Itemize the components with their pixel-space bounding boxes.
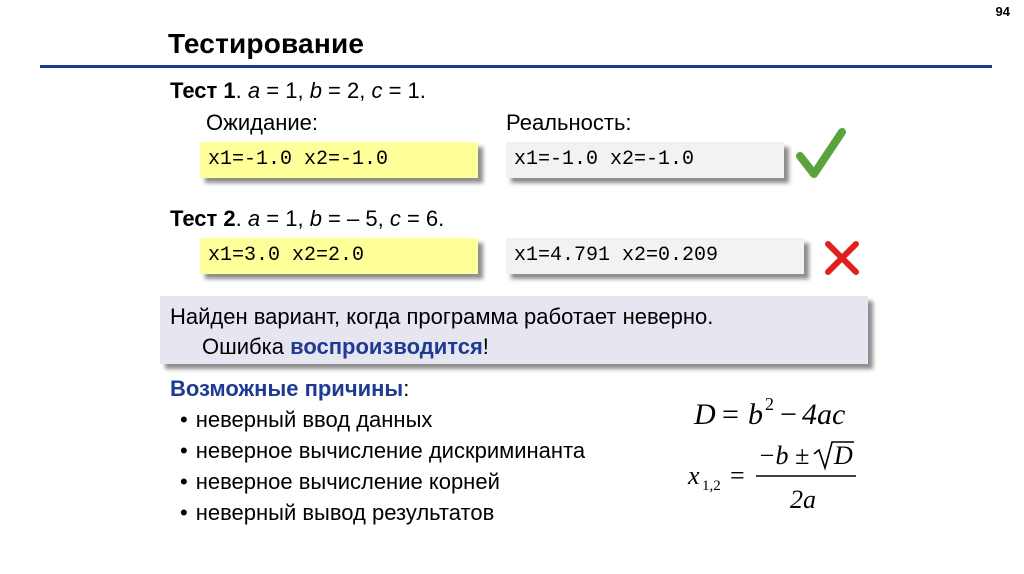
causes-title-suffix: : (403, 376, 410, 401)
actual-label: Реальность: (506, 110, 632, 135)
test2-value-c: = 6. (400, 206, 445, 231)
formula-numerator: −b ± (758, 441, 810, 470)
formula-x: x (688, 461, 700, 490)
causes-title: Возможные причины (170, 376, 404, 401)
cause-item: • неверное вычисление дискриминанта (180, 435, 585, 466)
note-accent: воспроизводится (290, 334, 483, 359)
test1-value-a: = 1, (260, 78, 310, 103)
formula-4ac: 4ac (802, 398, 846, 431)
quadratic-formulas (680, 388, 880, 518)
test2-value-b: = – 5, (321, 206, 390, 231)
test1-param-a: a (247, 78, 261, 103)
formula-minus: − (780, 398, 797, 431)
formula-eq: = (722, 398, 739, 431)
cross-icon (822, 238, 862, 278)
test1-expected-output: x1=-1.0 x2=-1.0 (200, 142, 478, 178)
test1-label: Тест 1 (170, 78, 236, 103)
test1-param-b: b (309, 78, 322, 103)
formula-b: b (748, 398, 763, 431)
test2-param-c: c (389, 206, 401, 231)
formula-roots-eq: = (730, 461, 745, 490)
formula-sqrt-d: D (834, 441, 853, 470)
expected-label: Ожидание: (206, 110, 318, 135)
note-suffix: ! (482, 334, 489, 359)
finding-note-line2 (170, 332, 858, 362)
causes-heading (170, 376, 409, 402)
note-prefix: Ошибка (202, 334, 291, 359)
causes-list (180, 404, 585, 528)
test2-param-a: a (247, 206, 261, 231)
formula-exponent: 2 (765, 394, 774, 414)
title-divider (40, 65, 992, 68)
page-number: 94 (995, 4, 1010, 19)
test2-value-a: = 1, (260, 206, 310, 231)
test1-value-c: = 1. (382, 78, 426, 103)
formula-subscript: 1,2 (702, 478, 721, 494)
formula-d: D (694, 398, 716, 431)
test2-label: Тест 2 (170, 206, 236, 231)
test2-actual-output: x1=4.791 x2=0.209 (506, 238, 804, 274)
finding-note-line1: Найден вариант, когда программа работает неверно. (170, 304, 714, 329)
cause-item: • неверный ввод данных (180, 404, 585, 435)
test2-param-b: b (309, 206, 322, 231)
test1-param-c: c (371, 78, 383, 103)
slide-title: Тестирование (168, 28, 365, 59)
test1-heading: Тест 1. a = 1, b = 2, c = 1. (170, 78, 426, 103)
test1-value-b: = 2, (321, 78, 372, 103)
cause-item: • неверное вычисление корней (180, 466, 585, 497)
finding-note (160, 296, 868, 364)
cause-item: • неверный вывод результатов (180, 497, 585, 528)
test2-expected-output: x1=3.0 x2=2.0 (200, 238, 478, 274)
test1-actual-output: x1=-1.0 x2=-1.0 (506, 142, 784, 178)
checkmark-icon (796, 126, 846, 182)
test2-heading: Тест 2. a = 1, b = – 5, c = 6. (170, 206, 445, 231)
formula-denominator: 2a (790, 485, 816, 514)
